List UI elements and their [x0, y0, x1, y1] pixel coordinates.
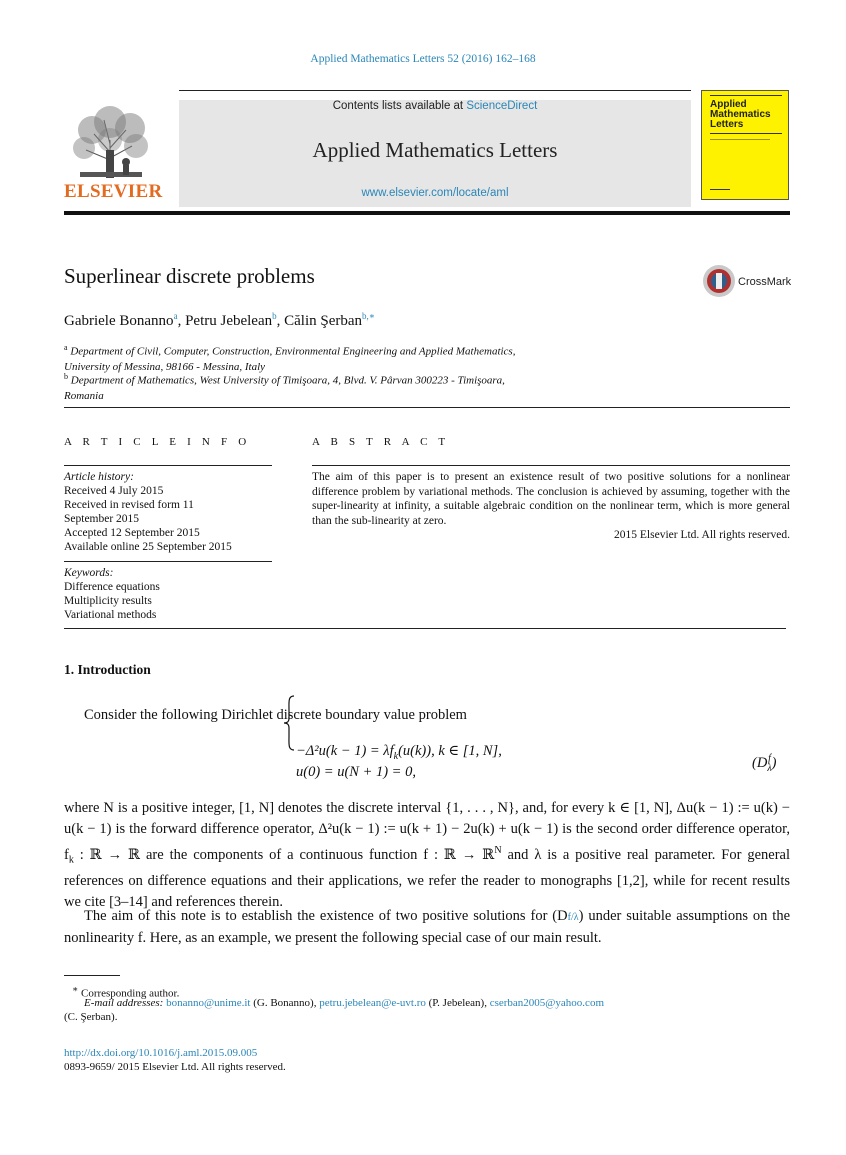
front-matter-divider — [64, 628, 786, 629]
cover-rule-2 — [710, 139, 770, 140]
affiliation-b-line-2: Romania — [64, 389, 104, 402]
keywords-label: Keywords: — [64, 567, 114, 579]
abstract-heading: A B S T R A C T — [312, 436, 450, 448]
journal-title: Applied Mathematics Letters — [312, 138, 558, 162]
footnote-emails — [84, 997, 790, 1011]
issn-copyright: 0893-9659/ 2015 Elsevier Ltd. All rights reserved. — [64, 1061, 286, 1073]
crossmark-label[interactable]: CrossMark — [738, 276, 792, 288]
footnote-corresponding: ∗ Corresponding author. — [72, 984, 180, 1000]
history-revised-date: September 2015 — [64, 513, 140, 525]
equation-1-rhs: (u(k)), k ∈ [1, N], — [398, 743, 502, 759]
history-accepted: Accepted 12 September 2015 — [64, 527, 200, 539]
author-2: Petru Jebelean — [185, 313, 273, 329]
sciencedirect-link[interactable]: ScienceDirect — [466, 100, 538, 112]
p1-sup: N — [494, 845, 502, 856]
p2-end: ) under suitable assumptions on the nonlinearity f. Here, as an example, we present the following special case of our main result. — [64, 908, 791, 946]
doi-link[interactable]: http://dx.doi.org/10.1016/j.aml.2015.09.005 — [64, 1047, 258, 1059]
author-1: Gabriele Bonanno — [64, 313, 174, 329]
equation-2: u(0) = u(N + 1) = 0, — [296, 764, 416, 780]
intro-paragraph-2 — [64, 906, 790, 949]
crossmark-icon[interactable] — [702, 264, 736, 298]
cover-rule-1 — [710, 133, 782, 134]
p1-text: where N is a positive integer, [1, N] denotes the discrete interval {1, . . . , N}, and, for every k ∈ [1, N], Δu(k − 1) := u(k) − u(k − 1) is the forward difference operator, Δ²u(k − 1) := u(k + 1) − 2u(k) + u(k − 1) is the second order difference operator, f — [64, 800, 790, 863]
equation-line-1: $-\Delta^2u(k - 1) = \lambda f_k(u(k))$, k ∈ [1, N], — [296, 743, 502, 762]
article-history — [64, 470, 284, 554]
email-link-serban[interactable]: cserban2005@yahoo.com — [489, 997, 604, 1009]
footnote-rule — [64, 975, 120, 976]
affiliation-a-line-2: University of Messina, 98166 - Messina, Italy — [64, 360, 266, 373]
cover-title — [710, 100, 771, 130]
affiliation-a-sup: a — [64, 343, 68, 352]
cover-publisher-mark — [710, 189, 730, 190]
elsevier-wordmark: ELSEVIER — [64, 181, 163, 202]
equation-label-d: (D — [752, 755, 768, 772]
p1-end: and λ is a positive real parameter. For general references on difference equations and their applications, we refer the reader to monographs [1,2], while for recent results we cite [3–14] and references therein. — [64, 846, 791, 910]
p1-cont: : ℝ → ℝ are the components of a continuous function f : ℝ → ℝ — [73, 846, 495, 863]
section-heading-introduction: 1. Introduction — [64, 662, 151, 677]
author-3-sup[interactable]: b,∗ — [362, 311, 375, 321]
equation-line-2 — [296, 764, 416, 781]
header-thick-rule — [64, 211, 790, 215]
intro-lead: Consider the following Dirichlet discrete boundary value problem — [84, 707, 467, 723]
p2-text: The aim of this note is to establish the existence of two positive solutions for (D — [84, 908, 568, 924]
keywords — [64, 566, 160, 622]
email-link-jebelean[interactable]: petru.jebelean@e-uvt.ro — [319, 997, 426, 1009]
keyword-3: Variational methods — [64, 609, 157, 621]
cover-title-line-3: Letters — [710, 119, 744, 130]
article-info-rule — [64, 465, 272, 466]
equation-label-lambda: λ — [767, 763, 772, 774]
header-top-rule — [179, 90, 691, 91]
keyword-2: Multiplicity results — [64, 595, 152, 607]
history-label: Article history: — [64, 471, 134, 483]
equation-label-f: f — [768, 753, 771, 764]
author-list: Gabriele Bonanno$^a$, Petru Jebelean$^b$, Călin Şerban$^{b,∗}$ — [64, 311, 375, 329]
email-tail: (C. Şerban). — [64, 1011, 118, 1023]
journal-cover-thumbnail[interactable] — [701, 90, 789, 200]
author-2-sup[interactable]: b — [272, 311, 277, 321]
equation-brace — [282, 694, 296, 752]
abstract-copyright: 2015 Elsevier Ltd. All rights reserved. — [614, 529, 790, 542]
author-3: Călin Şerban — [284, 313, 363, 329]
history-online: Available online 25 September 2015 — [64, 541, 232, 553]
affiliation-b-sup: b — [64, 372, 68, 381]
affiliation-divider — [64, 407, 790, 408]
p2-ref-label[interactable]: f/λ — [567, 912, 579, 923]
affiliation-b — [64, 369, 505, 404]
intro-paragraph-1 — [64, 798, 790, 913]
journal-url-link[interactable]: www.elsevier.com/locate/aml — [361, 187, 509, 199]
abstract-body — [312, 470, 790, 543]
equation-1-lhs: −Δ²u(k − 1) = λf — [296, 743, 394, 759]
cover-title-line-1: Applied — [710, 99, 747, 110]
keywords-rule — [64, 561, 272, 562]
p2-ref-f: f — [567, 912, 571, 923]
email-owner-bonanno: (G. Bonanno), — [250, 997, 320, 1009]
contents-available — [179, 100, 691, 112]
cover-title-line-2: Mathematics — [710, 109, 771, 120]
email-link-bonanno[interactable]: bonanno@unime.it — [166, 997, 251, 1009]
journal-reference[interactable]: Applied Mathematics Letters 52 (2016) 162–168 — [310, 53, 536, 65]
affiliation-b-line-1: Department of Mathematics, West University of Timişoara, 4, Blvd. V. Pârvan 300223 - Timişoara, — [70, 374, 505, 387]
contents-prefix: Contents lists available at — [332, 100, 467, 112]
affiliation-a-line-1: Department of Civil, Computer, Construction, Environmental Engineering and Applied Mathematics, — [70, 345, 516, 358]
article-title: Superlinear discrete problems — [64, 264, 315, 288]
email-owner-jebelean: (P. Jebelean), — [425, 997, 490, 1009]
abstract-text: The aim of this paper is to present an existence result of two positive solutions for a nonlinear difference problem by variational methods. The conclusion is achieved by assuming, together with the super-linearity at infinity, a suitable algebraic condition on the nonlinear term, which is more general than the sub-linearity at zero. — [312, 471, 790, 527]
history-revised: Received in revised form 11 — [64, 499, 194, 511]
p2-ref-lambda: λ — [573, 912, 579, 923]
article-info-heading: A R T I C L E I N F O — [64, 436, 251, 448]
email-label: E-mail addresses: — [84, 997, 164, 1009]
equation-label: (Df λ) — [752, 753, 777, 774]
corresponding-author: Corresponding author. — [80, 987, 180, 1000]
author-1-sup[interactable]: a — [173, 311, 178, 321]
history-received: Received 4 July 2015 — [64, 485, 164, 497]
abstract-rule — [312, 465, 790, 466]
keyword-1: Difference equations — [64, 581, 160, 593]
cover-top-line — [710, 95, 782, 96]
p1-sub: k — [68, 854, 74, 866]
